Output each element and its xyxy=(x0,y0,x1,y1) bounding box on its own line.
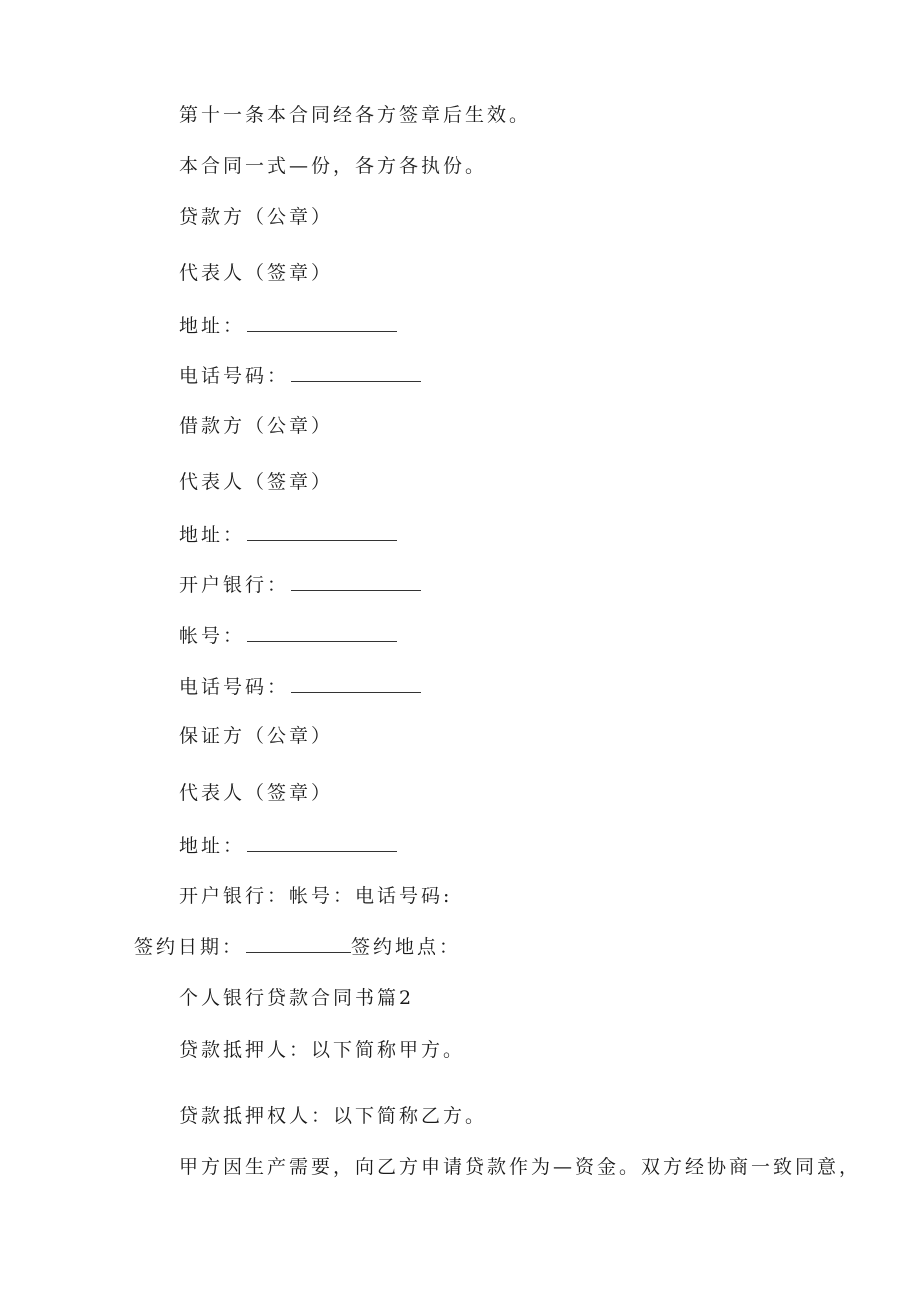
signing-date-blank xyxy=(246,934,351,953)
lender-seal-label: 贷款方（公章） xyxy=(179,206,334,228)
signing-place-label: 签约地点： xyxy=(351,936,462,958)
guarantor-bank-account-phone-line: 开户银行：帐号：电话号码: xyxy=(179,885,453,907)
lender-representative-label: 代表人（签章） xyxy=(179,262,334,284)
intro-paragraph: 甲方因生产需要，向乙方申请贷款作为—资金。双方经协商一致同意， xyxy=(179,1156,862,1178)
lender-address-blank xyxy=(247,313,397,332)
lender-address-label: 地址： xyxy=(179,315,246,337)
signing-date-place-line xyxy=(134,934,461,959)
guarantor-representative-label: 代表人（签章） xyxy=(179,782,334,804)
borrower-phone-line xyxy=(179,674,421,699)
guarantor-seal-label: 保证方（公章） xyxy=(179,725,334,747)
section-title: 个人银行贷款合同书篇2 xyxy=(179,987,415,1009)
borrower-address-blank xyxy=(247,522,397,541)
borrower-address-line xyxy=(179,522,397,547)
guarantor-address-label: 地址： xyxy=(179,835,246,857)
mortgagor-definition: 贷款抵押人：以下简称甲方。 xyxy=(179,1039,466,1061)
borrower-seal-label: 借款方（公章） xyxy=(179,415,334,437)
borrower-bank-line xyxy=(179,572,421,597)
guarantor-address-line xyxy=(179,833,397,858)
borrower-account-blank xyxy=(247,623,397,642)
borrower-bank-blank xyxy=(291,572,421,591)
guarantor-address-blank xyxy=(247,833,397,852)
borrower-phone-label: 电话号码： xyxy=(179,676,290,698)
clause-eleven: 第十一条本合同经各方签章后生效。 xyxy=(179,104,532,126)
borrower-address-label: 地址： xyxy=(179,524,246,546)
copies-clause: 本合同一式—份，各方各执份。 xyxy=(179,155,488,177)
lender-address-line xyxy=(179,313,397,338)
lender-phone-label: 电话号码： xyxy=(179,365,290,387)
borrower-account-label: 帐号： xyxy=(179,625,246,647)
lender-phone-line xyxy=(179,363,421,388)
signing-date-label: 签约日期： xyxy=(134,936,245,958)
borrower-account-line xyxy=(179,623,397,648)
lender-phone-blank xyxy=(291,363,421,382)
borrower-bank-label: 开户银行： xyxy=(179,574,290,596)
borrower-representative-label: 代表人（签章） xyxy=(179,471,334,493)
mortgagee-definition: 贷款抵押权人：以下简称乙方。 xyxy=(179,1105,488,1127)
borrower-phone-blank xyxy=(291,674,421,693)
